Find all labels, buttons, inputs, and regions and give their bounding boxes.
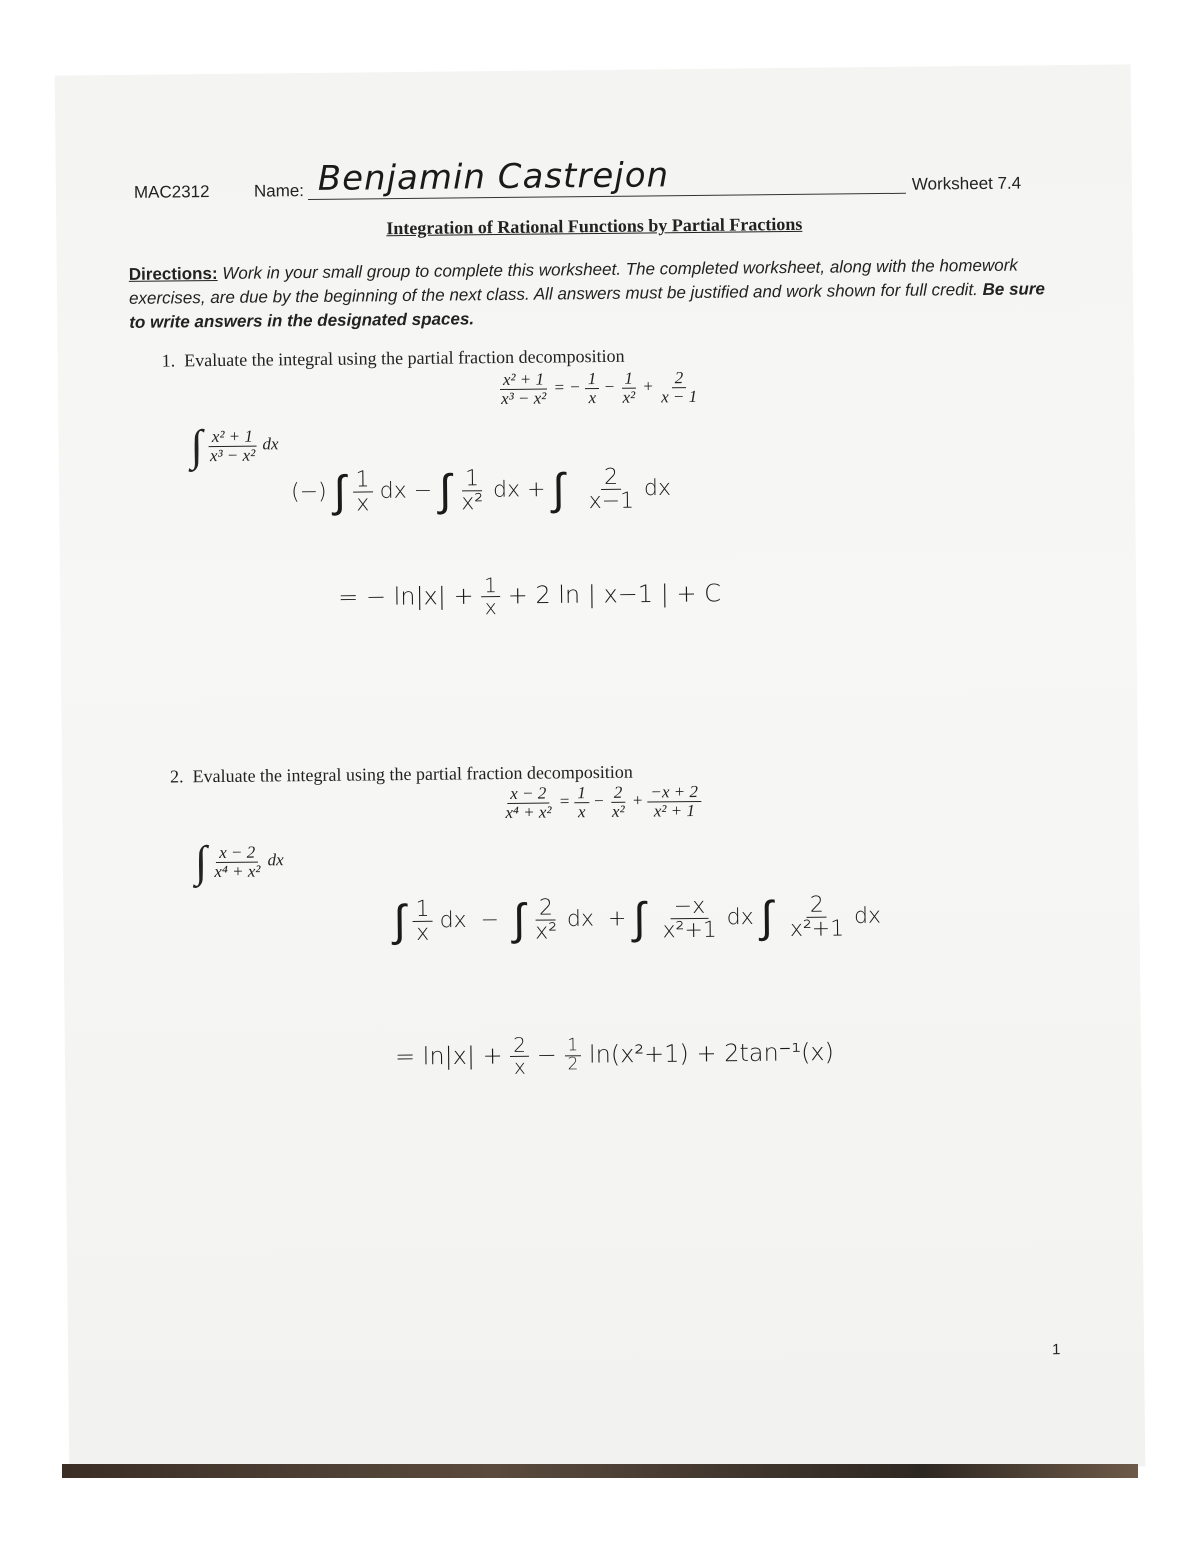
problem-2-integral: ∫ $\frac{x - 2}{\text{x⁴ + x²}}$ dx (194, 837, 284, 887)
directions-text: Work in your small group to complete this worksheet. The completed worksheet, along with the homework exercises, are due by the beginning of the next class. All answers must be justified and work shown for full credit. (128, 255, 1018, 308)
problem-1-text: Evaluate the integral using the partial fraction decomposition (184, 345, 625, 371)
problem-2-work-line-1: ∫ $\frac{1}{x}$ dx − ∫ $\frac{2}{\text{x²}}$ dx + ∫ $\frac{-x}{\text{x²+1}}$ dx ∫ $\frac{2}{\text{x²+1}}$ dx (393, 891, 882, 947)
page-number: 1 (1051, 1341, 1061, 1359)
problem-2-decomposition: $\frac{x - 2}{\text{x⁴ + x²}}$ = $\frac{1}{x}$ − $\frac{2}{\text{x²}}$ + $\frac{-x + 2}{\text{x² + 1}}$ (502, 783, 701, 822)
course-code: MAC2312 (133, 182, 210, 202)
directions-label: Directions: (128, 263, 218, 284)
problem-1-number: 1. (161, 350, 176, 371)
problem-1-work-line-1: (−) ∫ $\frac{1}{x}$ dx − ∫ $\frac{1}{\text{x²}}$ dx + ∫ $\frac{2}{x-1}$ dx (290, 463, 672, 518)
name-label: Name: (253, 181, 305, 201)
integral-sign-icon: ∫ (190, 421, 203, 471)
problem-1-integral: ∫ $\frac{\text{x² + 1}}{\text{x³ − x²}}$ dx (190, 421, 279, 471)
problem-2-text: Evaluate the integral using the partial fraction decomposition (192, 761, 633, 787)
problem-2-number: 2. (169, 766, 184, 787)
problem-1-work-line-2: = − ln|x| + $\frac{1}{x}$ + 2 ln | x−1 | + C (338, 573, 722, 620)
integral-sign-icon: ∫ (194, 837, 208, 887)
directions-emphasis: Be sure to write answers in the designated spaces. (129, 279, 1046, 332)
problem-1-decomposition: $\frac{\text{x² + 1}}{\text{x³ − x²}}$ = − $\frac{1}{x}$ − $\frac{1}{\text{x²}}$ + $\frac{2}{x - 1}$ (500, 368, 698, 408)
student-name: Benjamin Castrejon (317, 155, 670, 199)
problem-1-prompt (162, 346, 625, 372)
photo-edge-shadow (62, 1464, 1138, 1478)
worksheet-number: Worksheet 7.4 (911, 173, 1022, 194)
directions (129, 253, 1050, 335)
worksheet-page (55, 64, 1146, 1477)
problem-2-work-line-2: = ln|x| + $\frac{2}{x}$ − $\frac{1}{2}$ ln(x²+1) + 2tan⁻¹(x) (394, 1032, 835, 1079)
worksheet-title: Integration of Rational Functions by Partial Fractions (386, 213, 803, 239)
